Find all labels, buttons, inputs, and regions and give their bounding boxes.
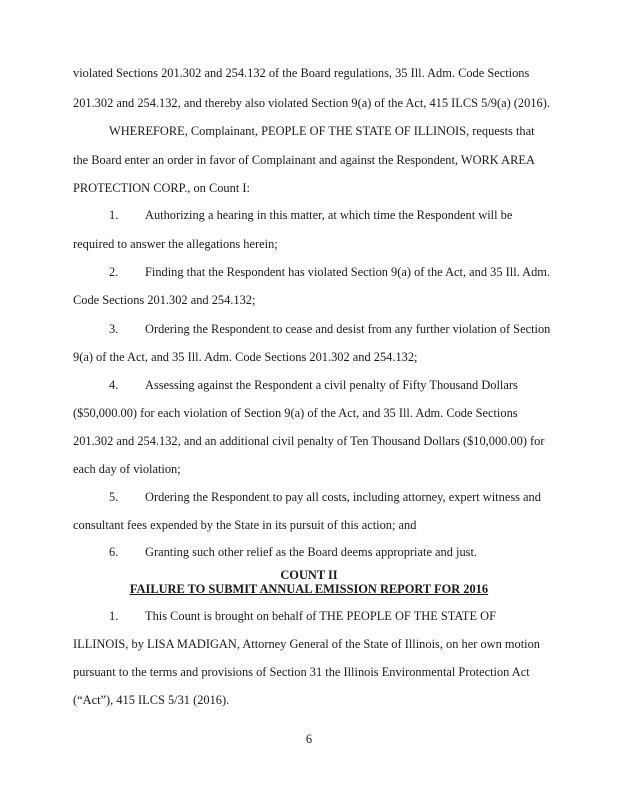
wherefore-line: WHEREFORE, Complainant, PEOPLE OF THE STATE OF ILLINOIS, requests that	[109, 124, 535, 138]
item-text: This Count is brought on behalf of THE PEOPLE OF THE STATE OF	[145, 609, 496, 623]
item-text: Authorizing a hearing in this matter, at which time the Respondent will be	[145, 208, 513, 222]
item-number: 6.	[109, 545, 119, 559]
item-number: 4.	[109, 378, 119, 392]
count-subheading: FAILURE TO SUBMIT ANNUAL EMISSION REPORT FOR 2016	[129, 582, 489, 596]
paragraph-line: violated Sections 201.302 and 254.132 of the Board regulations, 35 Ill. Adm. Code Sections	[73, 66, 530, 80]
item-text: 9(a) of the Act, and 35 Ill. Adm. Code Sections 201.302 and 254.132;	[73, 350, 418, 364]
item-text: Ordering the Respondent to pay all costs, including attorney, expert witness and	[145, 490, 541, 504]
item-text: (“Act”), 415 ILCS 5/31 (2016).	[73, 693, 230, 707]
item-text: required to answer the allegations herein;	[73, 237, 278, 251]
item-text: pursuant to the terms and provisions of Section 31 the Illinois Environmental Protection Act	[73, 665, 530, 679]
item-text: Assessing against the Respondent a civil penalty of Fifty Thousand Dollars	[145, 378, 518, 392]
item-number: 5.	[109, 490, 119, 504]
item-text: Ordering the Respondent to cease and desist from any further violation of Section	[145, 322, 551, 336]
paragraph-line: PROTECTION CORP., on Count I:	[73, 181, 250, 195]
item-text: consultant fees expended by the State in its pursuit of this action; and	[73, 518, 417, 532]
item-number: 2.	[109, 265, 119, 279]
item-number: 1.	[109, 208, 119, 222]
item-text: Finding that the Respondent has violated Section 9(a) of the Act, and 35 Ill. Adm.	[145, 265, 551, 279]
item-text: ($50,000.00) for each violation of Section 9(a) of the Act, and 35 Ill. Adm. Code Sections	[73, 406, 518, 420]
count-heading: COUNT II	[280, 568, 338, 582]
page-number: 6	[305, 732, 313, 746]
item-text: Granting such other relief as the Board deems appropriate and just.	[145, 545, 478, 559]
item-text: 201.302 and 254.132, and an additional civil penalty of Ten Thousand Dollars ($10,000.00) for	[73, 434, 545, 448]
item-text: each day of violation;	[73, 462, 181, 476]
item-number: 3.	[109, 322, 119, 336]
item-text: Code Sections 201.302 and 254.132;	[73, 293, 256, 307]
item-number: 1.	[109, 609, 119, 623]
paragraph-line: 201.302 and 254.132, and thereby also violated Section 9(a) of the Act, 415 ILCS 5/9(a) (2016).	[73, 96, 550, 110]
item-text: ILLINOIS, by LISA MADIGAN, Attorney General of the State of Illinois, on her own motion	[73, 637, 540, 651]
paragraph-line: the Board enter an order in favor of Complainant and against the Respondent, WORK AREA	[73, 153, 535, 167]
